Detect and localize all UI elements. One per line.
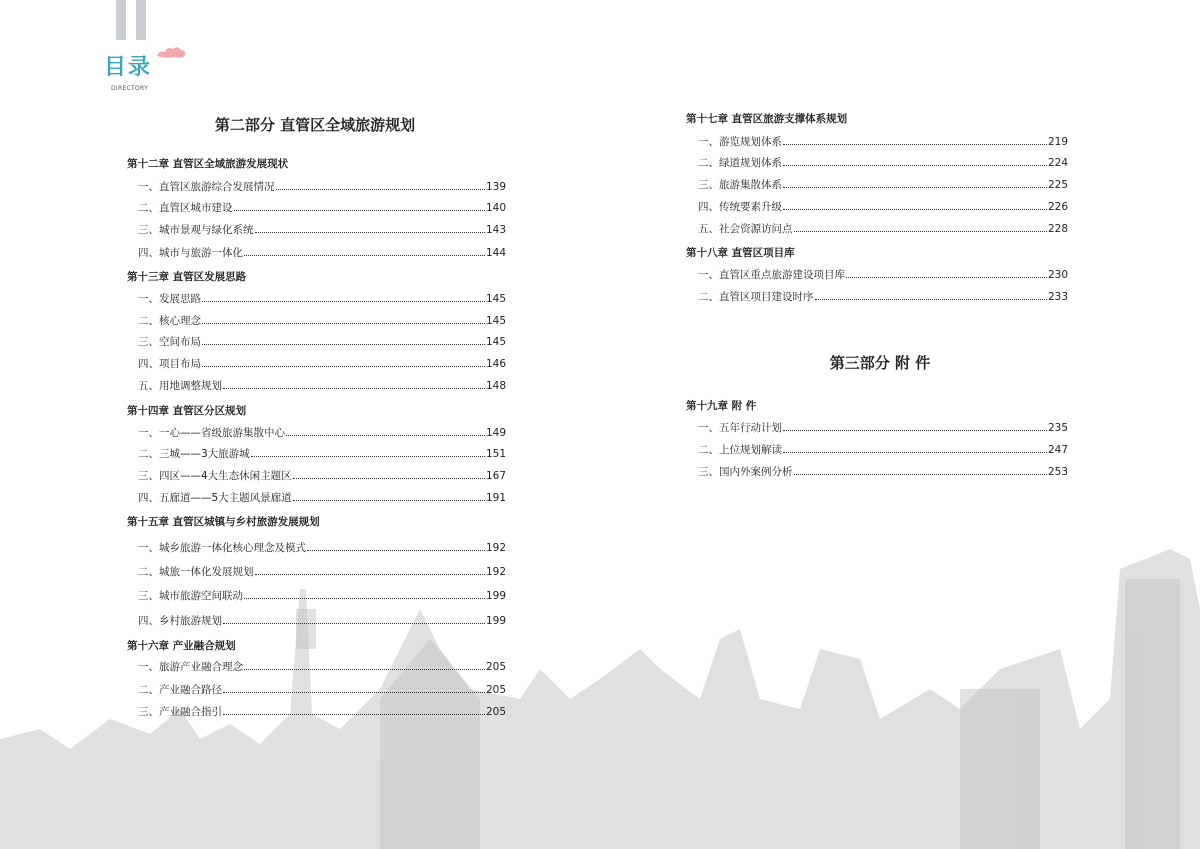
entry-page-number: 228	[1047, 223, 1068, 235]
dot-leader	[783, 144, 1047, 145]
dot-leader	[234, 210, 485, 211]
dot-leader	[293, 478, 485, 479]
dot-leader	[293, 500, 485, 501]
entry-page-number: 167	[485, 470, 506, 482]
entry-page-number: 219	[1047, 136, 1068, 148]
entry-label: 一、一心——省级旅游集散中心	[138, 427, 285, 439]
toc-entry[interactable]	[138, 705, 506, 719]
entry-label: 一、五年行动计划	[698, 422, 782, 434]
dot-leader	[244, 598, 485, 599]
toc-entry[interactable]	[138, 541, 506, 555]
dot-leader	[255, 232, 485, 233]
chapter-heading[interactable]: 第十四章 直管区分区规划	[127, 405, 247, 417]
chapter-heading[interactable]: 第十三章 直管区发展思路	[127, 271, 247, 283]
dot-leader	[202, 323, 485, 324]
toc-entry[interactable]	[138, 223, 506, 237]
entry-label: 一、旅游产业融合理念	[138, 661, 243, 673]
entry-label: 一、城乡旅游一体化核心理念及模式	[138, 542, 306, 554]
entry-label: 三、国内外案例分析	[698, 466, 793, 478]
toc-entry[interactable]	[138, 201, 506, 215]
dot-leader	[307, 550, 485, 551]
toc-entry[interactable]	[698, 268, 1068, 282]
entry-page-number: 145	[485, 315, 506, 327]
entry-label: 二、直管区项目建设时序	[698, 291, 814, 303]
entry-page-number: 140	[485, 202, 506, 214]
entry-page-number: 192	[485, 542, 506, 554]
entry-label: 一、发展思路	[138, 293, 201, 305]
entry-page-number: 139	[485, 181, 506, 193]
dot-leader	[202, 301, 485, 302]
entry-page-number: 224	[1047, 157, 1068, 169]
entry-page-number: 225	[1047, 179, 1068, 191]
dot-leader	[783, 187, 1047, 188]
entry-label: 一、游览规划体系	[698, 136, 782, 148]
toc-entry[interactable]	[698, 135, 1068, 149]
entry-label: 二、城旅一体化发展规划	[138, 566, 254, 578]
logo-subtitle: DIRECTORY	[111, 85, 149, 92]
entry-page-number: 148	[485, 380, 506, 392]
entry-page-number: 226	[1047, 201, 1068, 213]
dot-leader	[783, 452, 1047, 453]
dot-leader	[244, 669, 485, 670]
dot-leader	[846, 277, 1047, 278]
toc-entry[interactable]	[698, 421, 1068, 435]
dot-leader	[276, 189, 485, 190]
chapter-heading[interactable]: 第十九章 附 件	[686, 400, 757, 412]
chapter-heading[interactable]: 第十二章 直管区全域旅游发展现状	[127, 158, 289, 170]
entry-label: 三、空间布局	[138, 336, 201, 348]
dot-leader	[794, 474, 1047, 475]
dot-leader	[223, 714, 485, 715]
toc-entry[interactable]	[138, 314, 506, 328]
entry-page-number: 146	[485, 358, 506, 370]
dot-leader	[783, 209, 1047, 210]
dot-leader	[223, 623, 485, 624]
entry-label: 三、城市旅游空间联动	[138, 590, 243, 602]
entry-label: 四、乡村旅游规划	[138, 615, 222, 627]
decor-bar	[116, 0, 126, 40]
toc-entry[interactable]	[698, 178, 1068, 192]
toc-entry[interactable]	[138, 565, 506, 579]
dot-leader	[202, 366, 485, 367]
entry-label: 二、核心理念	[138, 315, 201, 327]
decor-bar	[136, 0, 146, 40]
entry-page-number: 191	[485, 492, 506, 504]
entry-page-number: 205	[485, 706, 506, 718]
entry-label: 二、绿道规划体系	[698, 157, 782, 169]
cloud-ornament-icon	[155, 44, 187, 60]
toc-entry[interactable]	[698, 156, 1068, 170]
toc-entry[interactable]	[138, 683, 506, 697]
dot-leader	[783, 430, 1047, 431]
toc-entry[interactable]	[138, 426, 506, 440]
dot-leader	[286, 435, 485, 436]
entry-label: 二、直管区城市建设	[138, 202, 233, 214]
entry-page-number: 230	[1047, 269, 1068, 281]
entry-label: 四、五廊道——5大主题风景廊道	[138, 492, 292, 504]
entry-label: 二、三城——3大旅游城	[138, 448, 250, 460]
entry-page-number: 151	[485, 448, 506, 460]
entry-label: 三、旅游集散体系	[698, 179, 782, 191]
toc-entry[interactable]	[138, 660, 506, 674]
chapter-heading[interactable]: 第十七章 直管区旅游支撑体系规划	[686, 113, 848, 125]
logo-title: 目录	[104, 54, 153, 80]
chapter-heading[interactable]: 第十六章 产业融合规划	[127, 640, 236, 652]
dot-leader	[815, 299, 1047, 300]
entry-label: 三、产业融合指引	[138, 706, 222, 718]
dot-leader	[251, 456, 485, 457]
entry-label: 五、社会资源访问点	[698, 223, 793, 235]
dot-leader	[223, 388, 485, 389]
entry-page-number: 235	[1047, 422, 1068, 434]
entry-page-number: 247	[1047, 444, 1068, 456]
toc-entry[interactable]	[138, 447, 506, 461]
toc-entry[interactable]	[138, 357, 506, 371]
part-title: 第三部分 附 件	[829, 354, 931, 372]
entry-label: 一、直管区重点旅游建设项目库	[698, 269, 845, 281]
toc-entry[interactable]	[138, 379, 506, 393]
toc-entry[interactable]	[138, 491, 506, 505]
chapter-heading[interactable]: 第十八章 直管区项目库	[686, 247, 795, 259]
toc-entry[interactable]	[138, 335, 506, 349]
dot-leader	[202, 344, 485, 345]
entry-label: 四、传统要素升级	[698, 201, 782, 213]
entry-label: 二、上位规划解读	[698, 444, 782, 456]
entry-page-number: 205	[485, 684, 506, 696]
entry-page-number: 199	[485, 615, 506, 627]
entry-label: 三、城市景观与绿化系统	[138, 224, 254, 236]
chapter-heading[interactable]: 第十五章 直管区城镇与乡村旅游发展规划	[127, 516, 320, 528]
toc-entry[interactable]	[698, 222, 1068, 236]
entry-label: 四、项目布局	[138, 358, 201, 370]
entry-page-number: 192	[485, 566, 506, 578]
dot-leader	[794, 231, 1047, 232]
toc-entry[interactable]	[698, 443, 1068, 457]
entry-label: 三、四区——4大生态休闲主题区	[138, 470, 292, 482]
toc-entry[interactable]	[138, 614, 506, 628]
entry-page-number: 205	[485, 661, 506, 673]
toc-entry[interactable]	[698, 465, 1068, 479]
entry-page-number: 144	[485, 247, 506, 259]
toc-entry[interactable]	[138, 469, 506, 483]
entry-page-number: 233	[1047, 291, 1068, 303]
toc-entry[interactable]	[138, 180, 506, 194]
dot-leader	[783, 165, 1047, 166]
toc-entry[interactable]	[138, 589, 506, 603]
entry-page-number: 199	[485, 590, 506, 602]
entry-label: 二、产业融合路径	[138, 684, 222, 696]
entry-page-number: 149	[485, 427, 506, 439]
entry-label: 四、城市与旅游一体化	[138, 247, 243, 259]
entry-label: 五、用地调整规划	[138, 380, 222, 392]
toc-entry[interactable]	[698, 200, 1068, 214]
toc-entry[interactable]	[138, 292, 506, 306]
dot-leader	[223, 692, 485, 693]
entry-page-number: 145	[485, 293, 506, 305]
toc-entry[interactable]	[138, 246, 506, 260]
entry-label: 一、直管区旅游综合发展情况	[138, 181, 275, 193]
entry-page-number: 145	[485, 336, 506, 348]
entry-page-number: 253	[1047, 466, 1068, 478]
dot-leader	[255, 574, 485, 575]
dot-leader	[244, 255, 485, 256]
entry-page-number: 143	[485, 224, 506, 236]
part-title: 第二部分 直管区全域旅游规划	[214, 116, 416, 134]
toc-entry[interactable]	[698, 290, 1068, 304]
